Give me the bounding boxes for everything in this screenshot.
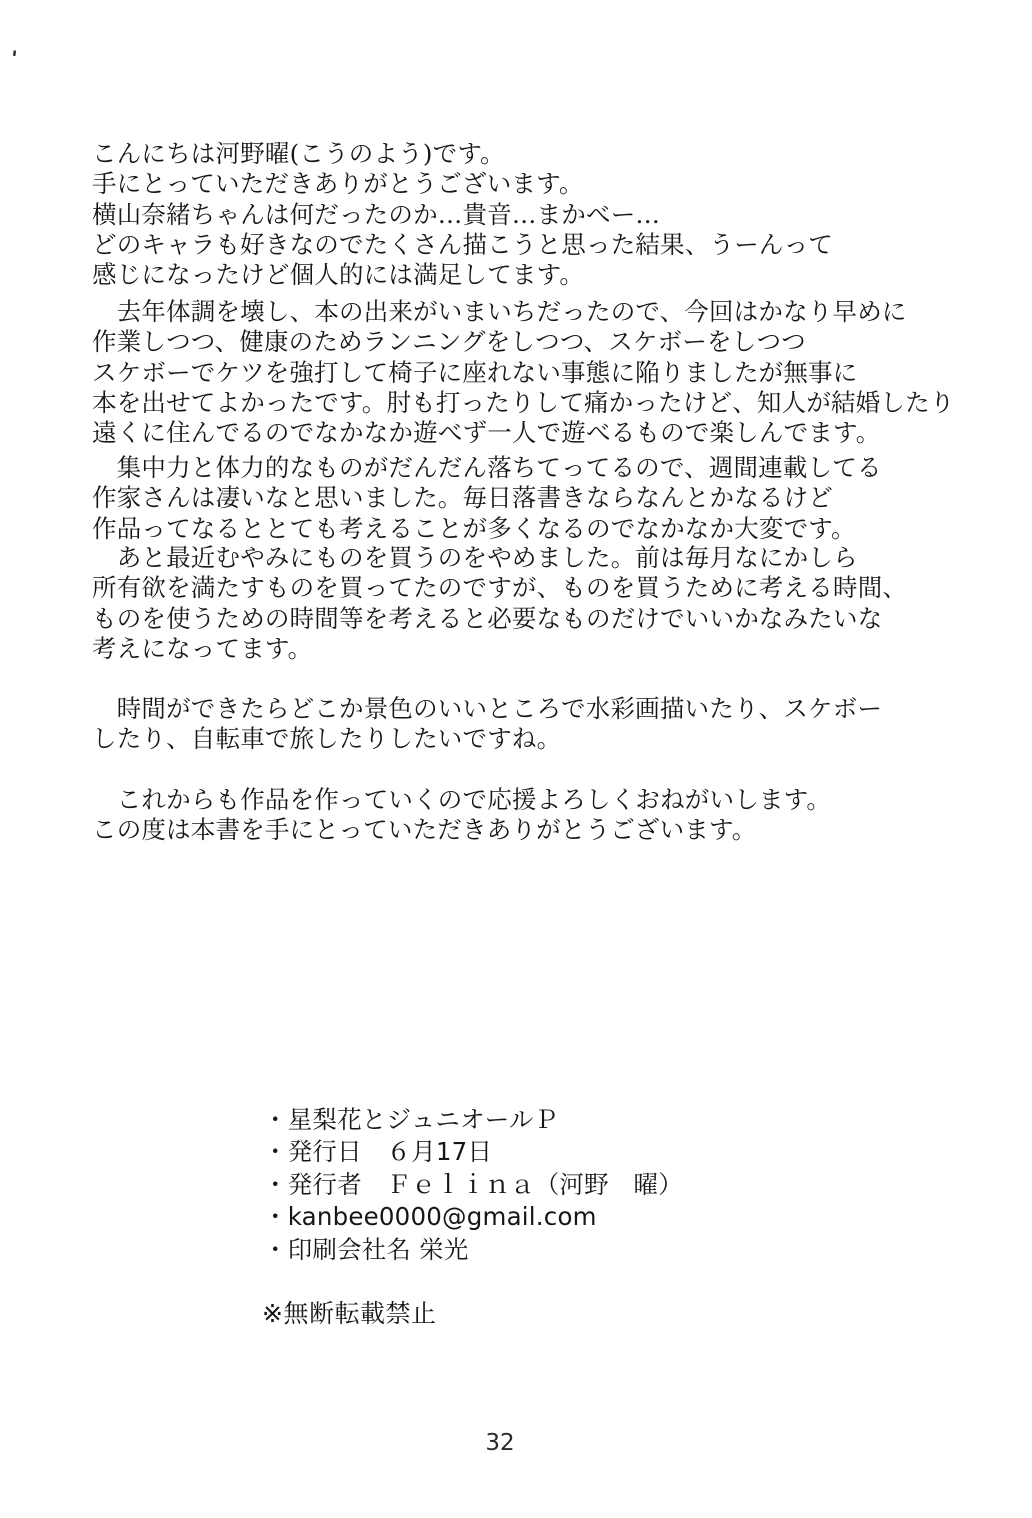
colophon-section <box>263 1104 863 1266</box>
text-line: どのキャラも好きなのでたくさん描こうと思った結果、うーんって <box>92 229 833 259</box>
text-line: 去年体調を壊し、本の出来がいまいちだったので、今回はかなり早めに <box>92 297 907 326</box>
afterword-paragraph-5 <box>92 694 992 755</box>
afterword-paragraph-4 <box>92 543 992 664</box>
text-line: 作家さんは凄いなと思いました。毎日落書きならなんとかなるけど <box>92 483 833 513</box>
text-line: ・発行者 Ｆｅｌｉｎａ（河野 曜） <box>263 1169 683 1199</box>
text-line: 考えになってます。 <box>92 633 313 663</box>
text-line: ・印刷会社名 栄光 <box>263 1234 469 1264</box>
text-line: 遠くに住んでるのでなかなか遊べず一人で遊べるもので楽しんでます。 <box>92 418 881 448</box>
scan-artifact-mark: ' <box>9 45 19 71</box>
reprint-prohibition-notice: ※無断転載禁止 <box>262 1299 437 1328</box>
text-line: あと最近むやみにものを買うのをやめました。前は毎月なにかしら <box>92 543 858 572</box>
text-line: 感じになったけど個人的には満足してます。 <box>92 260 585 290</box>
text-line: 手にとっていただきありがとうございます。 <box>92 169 584 199</box>
text-line: 時間ができたらどこか景色のいいところで水彩画描いたり、スケボー <box>92 694 883 723</box>
text-line: ものを使うための時間等を考えると必要なものだけでいいかなみたいな <box>92 603 883 633</box>
afterword-paragraph-2 <box>92 297 992 448</box>
text-line: 集中力と体力的なものがだんだん落ちてってるので、週間連載してる <box>92 453 882 482</box>
afterword-paragraph-3 <box>92 453 992 544</box>
text-line: 横山奈緒ちゃんは何だったのか…貴音…まかべー… <box>92 199 661 229</box>
afterword-paragraph-6 <box>92 785 992 846</box>
text-line: ・kanbee0000@gmail.com <box>263 1202 597 1232</box>
text-line: こんにちは河野曜(こうのよう)です。 <box>92 139 505 168</box>
text-line: 本を出せてよかったです。肘も打ったりして痛かったけど、知人が結婚したり <box>92 387 955 417</box>
text-line: この度は本書を手にとっていただきありがとうございます。 <box>92 815 757 845</box>
afterword-paragraph-1 <box>92 139 992 290</box>
text-line: これからも作品を作っていくので応援よろしくおねがいします。 <box>92 785 832 814</box>
text-line: 作品ってなるととても考えることが多くなるのでなかなか大変です。 <box>92 513 856 543</box>
text-line: ・星梨花とジュニオールＰ <box>263 1105 559 1134</box>
page-number: 32 <box>485 1430 515 1456</box>
text-line: したり、自転車で旅したりしたいですね。 <box>92 724 562 754</box>
text-line: 所有欲を満たすものを買ってたのですが、ものを買うために考える時間、 <box>92 573 908 603</box>
text-line: ・発行日 ６月17日 <box>263 1137 493 1167</box>
text-line: 作業しつつ、健康のためランニングをしつつ、スケボーをしつつ <box>92 327 806 357</box>
text-line: スケボーでケツを強打して椅子に座れない事態に陥りましたが無事に <box>92 357 858 387</box>
